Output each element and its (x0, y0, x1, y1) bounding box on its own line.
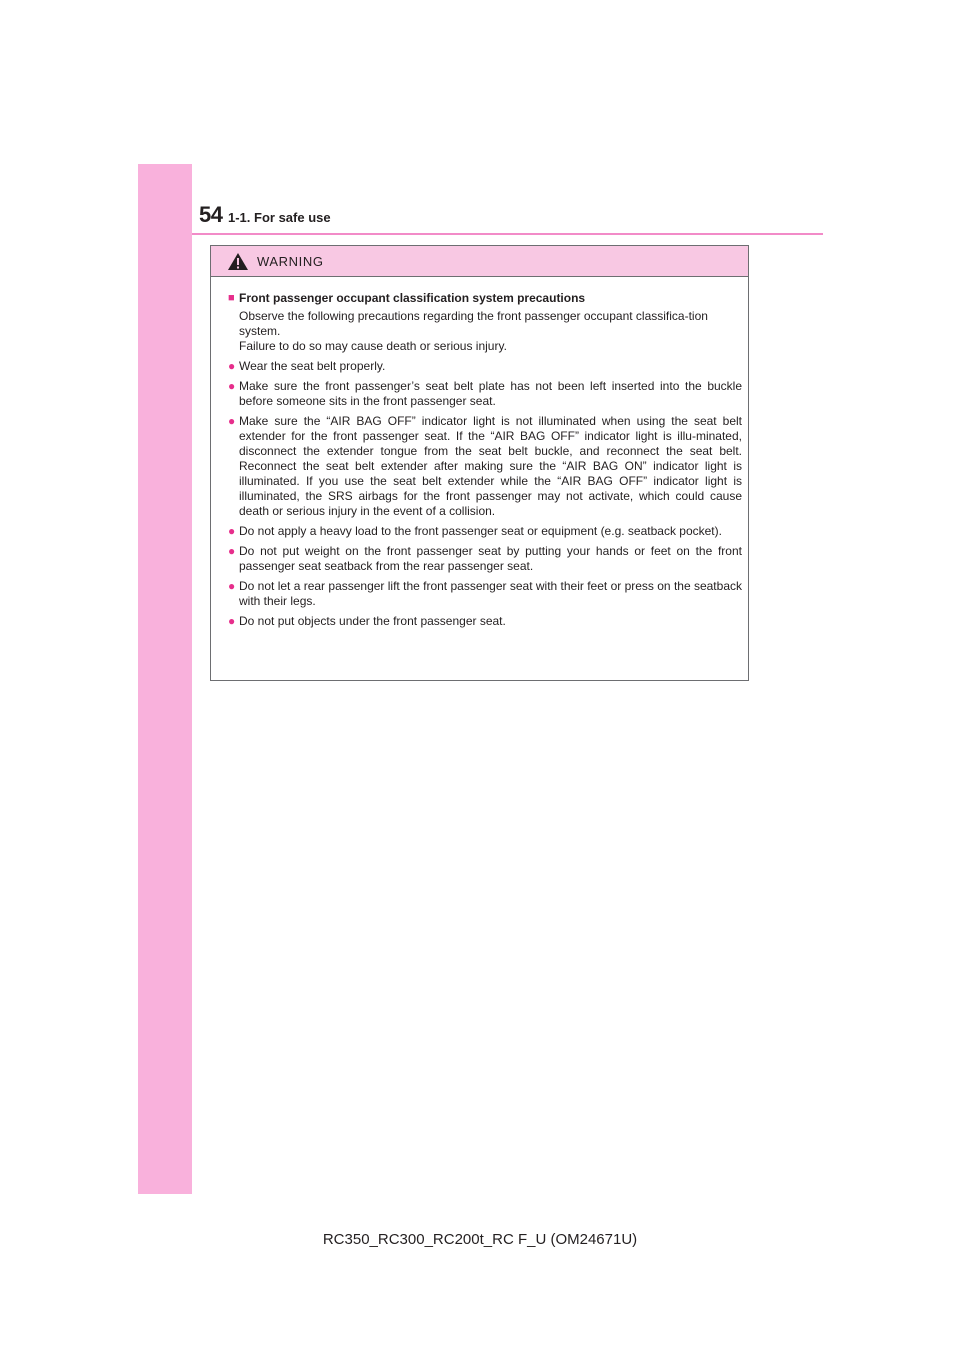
list-item (228, 359, 742, 374)
warning-title: WARNING (257, 253, 324, 269)
list-item (228, 414, 742, 519)
warning-body (211, 277, 748, 629)
circle-bullet-icon: ● (228, 544, 236, 558)
intro-text (228, 309, 742, 354)
list-item-text: Do not put objects under the front passenger seat. (239, 614, 506, 628)
circle-bullet-icon: ● (228, 359, 236, 373)
list-item (228, 524, 742, 539)
precautions-heading (228, 291, 742, 306)
model-id-footer: RC350_RC300_RC200t_RC F_U (OM24671U) (322, 1231, 638, 1248)
list-item-text: Make sure the front passenger’s seat belt plate has not been left inserted into the buckle before someone sits in the front passenger seat. (239, 379, 742, 408)
warning-header (211, 246, 748, 277)
list-item-text: Do not put weight on the front passenger seat by putting your hands or feet on the front passenger seat seatback from the rear passenger seat. (239, 544, 742, 573)
square-bullet-icon: ■ (228, 292, 235, 304)
intro-line: Failure to do so may cause death or serious injury. (239, 339, 507, 353)
circle-bullet-icon: ● (228, 524, 236, 538)
intro-line: Observe the following precautions regarding the front passenger occupant classifica-tion system. (239, 309, 708, 338)
list-item-text: Wear the seat belt properly. (239, 359, 386, 373)
warning-triangle-icon (227, 252, 249, 271)
circle-bullet-icon: ● (228, 579, 236, 593)
circle-bullet-icon: ● (228, 379, 236, 393)
list-item (228, 614, 742, 629)
list-item-text: Do not apply a heavy load to the front passenger seat or equipment (e.g. seatback pocket). (239, 524, 722, 538)
list-item (228, 379, 742, 409)
circle-bullet-icon: ● (228, 414, 236, 428)
page-number: 54 (199, 202, 223, 227)
list-item (228, 544, 742, 574)
precautions-heading-text: Front passenger occupant classification system precautions (239, 291, 586, 305)
header-rule (192, 233, 823, 235)
section-title: 1-1. For safe use (228, 210, 331, 225)
precautions-list (228, 359, 742, 629)
circle-bullet-icon: ● (228, 614, 236, 628)
list-item (228, 579, 742, 609)
list-item-text: Make sure the “AIR BAG OFF” indicator light is not illuminated when using the seat belt extender for the front passenger seat. If the “AIR BAG OFF” indicator light is illu-minated, disconnect the extender tongue from the seat belt buckle, and reconnect the seat belt. Reconnect the seat belt extender after making sure the “AIR BAG ON” indicator light is illuminated. If you use the seat belt extender while the “AIR BAG OFF” indicator light is illuminated, the SRS airbags for the front passenger may not activate, which could cause death or serious injury in the event of a collision. (239, 414, 742, 518)
warning-box (210, 245, 749, 681)
list-item-text: Do not let a rear passenger lift the front passenger seat with their feet or press on the seatback with their legs. (239, 579, 742, 608)
side-color-band (138, 164, 192, 1194)
